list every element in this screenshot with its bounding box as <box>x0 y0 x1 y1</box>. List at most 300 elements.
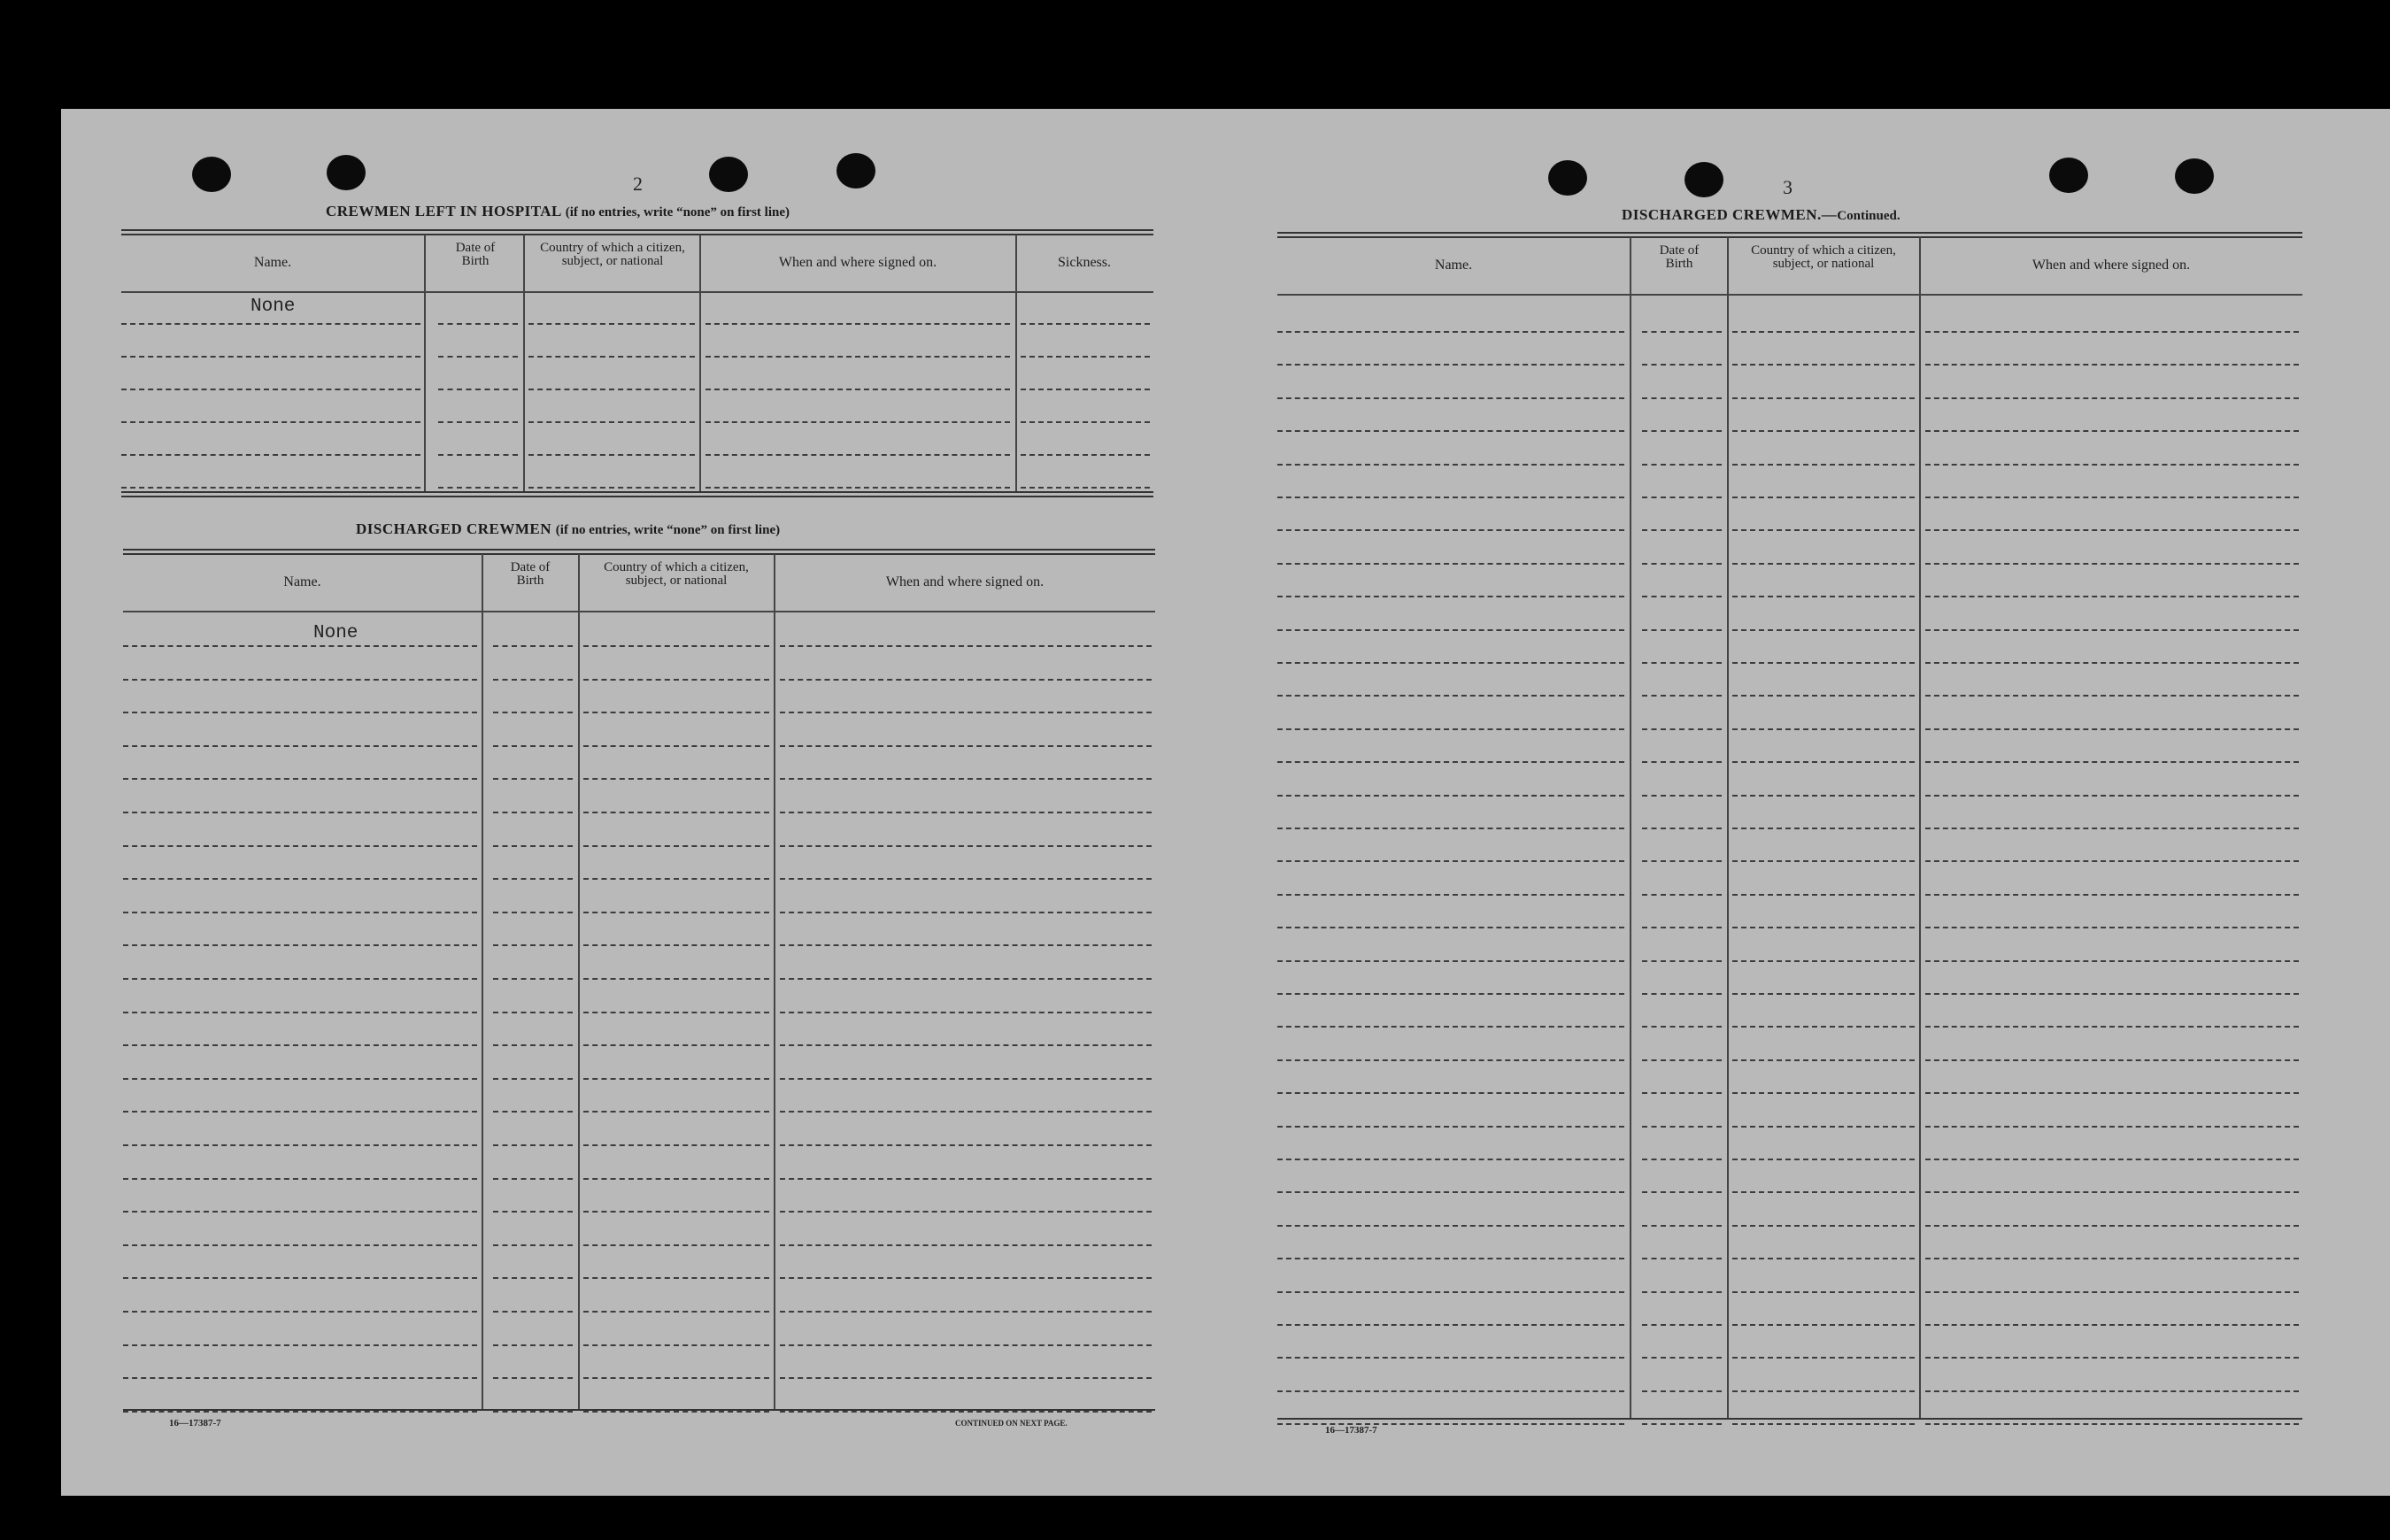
entry-line <box>493 745 573 747</box>
entry-line <box>1642 927 1722 928</box>
punch-hole <box>709 157 748 192</box>
entry-line <box>1277 1324 1624 1326</box>
entry-line <box>1277 1026 1624 1028</box>
entry-line <box>1642 596 1722 597</box>
page-number-right: 3 <box>1783 176 1792 198</box>
entry-line <box>1925 1159 2299 1160</box>
entry-line <box>1925 1026 2299 1028</box>
entry-line <box>583 1411 769 1413</box>
entry-line <box>493 1277 573 1279</box>
entry-line <box>1277 364 1624 366</box>
column-divider <box>424 235 426 491</box>
entry-line <box>1732 1423 1915 1425</box>
discharged-table-left <box>123 549 1155 1434</box>
entry-line <box>123 912 477 913</box>
entry-line <box>1277 464 1624 466</box>
entry-line <box>1732 1092 1915 1094</box>
entry-line <box>1732 1159 1915 1160</box>
entry-line <box>1277 529 1624 531</box>
entry-line <box>1642 397 1722 399</box>
column-divider <box>578 554 580 1409</box>
entry-line <box>1642 497 1722 498</box>
entry-line <box>780 645 1152 647</box>
table-top-rule <box>1277 236 2302 238</box>
entry-line <box>780 1377 1152 1379</box>
entry-line <box>1642 331 1722 333</box>
entry-line <box>1277 1390 1624 1392</box>
entry-line <box>123 878 477 880</box>
entry-line <box>123 1244 477 1246</box>
entry-line <box>1277 894 1624 896</box>
column-header-sickness: Sickness. <box>1058 255 1111 270</box>
discharged-table-right <box>1277 232 2302 1540</box>
entry-line <box>1925 397 2299 399</box>
entry-line <box>1732 529 1915 531</box>
entry-line <box>438 356 518 358</box>
entry-line <box>1642 464 1722 466</box>
entry-line <box>583 1244 769 1246</box>
column-header-signed-on: When and where signed on. <box>2032 258 2191 273</box>
entry-line <box>1642 1258 1722 1259</box>
entry-line <box>1277 1291 1624 1293</box>
entry-line <box>121 323 420 325</box>
column-header-country: Country of which a citizen, subject, or national <box>604 560 749 588</box>
entry-line <box>1732 828 1915 829</box>
entry-line <box>780 912 1152 913</box>
entry-line <box>1732 1191 1915 1193</box>
entry-line <box>123 679 477 681</box>
entry-line <box>493 1377 573 1379</box>
entry-line <box>121 421 420 423</box>
entry-line <box>1642 1126 1722 1128</box>
form-number-right: 16—17387-7 <box>1325 1425 1377 1436</box>
entry-line <box>1642 662 1722 664</box>
entry-line <box>123 978 477 980</box>
entry-line <box>780 1178 1152 1180</box>
entry-line <box>1925 1357 2299 1359</box>
entry-line <box>493 679 573 681</box>
punch-hole <box>836 153 875 189</box>
table-top-rule <box>121 234 1153 235</box>
entry-line <box>123 1277 477 1279</box>
entry-line <box>123 1377 477 1379</box>
entry-line <box>1642 1357 1722 1359</box>
entry-line <box>1732 364 1915 366</box>
entry-line <box>1642 1026 1722 1028</box>
entry-line <box>705 421 1010 423</box>
column-divider <box>1919 237 1921 1418</box>
entry-line <box>1925 761 2299 763</box>
entry-line <box>1925 662 2299 664</box>
entry-line <box>528 421 695 423</box>
entry-line <box>493 1178 573 1180</box>
entry-line <box>1277 1059 1624 1061</box>
entry-line <box>583 1277 769 1279</box>
discharged-title-text: DISCHARGED CREWMEN <box>356 520 552 537</box>
entry-line <box>1642 1390 1722 1392</box>
discharged-title-note: (if no entries, write “none” on first line) <box>555 523 781 537</box>
hospital-title-note: (if no entries, write “none” on first line) <box>565 205 790 219</box>
entry-line <box>123 1211 477 1213</box>
entry-line <box>493 878 573 880</box>
entry-line <box>1642 529 1722 531</box>
entry-line <box>493 1044 573 1046</box>
entry-line <box>1732 464 1915 466</box>
entry-line <box>121 487 420 489</box>
column-header-dob: Date of Birth <box>455 241 496 268</box>
column-divider <box>1015 235 1017 491</box>
entry-line <box>1642 795 1722 797</box>
entry-line <box>583 1111 769 1113</box>
column-divider <box>523 235 525 491</box>
entry-line <box>1732 331 1915 333</box>
entry-line <box>1642 430 1722 432</box>
entry-line <box>121 356 420 358</box>
entry-line <box>1732 1258 1915 1259</box>
column-divider <box>699 235 701 491</box>
entry-line <box>1925 795 2299 797</box>
entry-line <box>780 1211 1152 1213</box>
table-top-rule <box>121 229 1153 231</box>
entry-line <box>583 1078 769 1080</box>
entry-line <box>493 712 573 713</box>
punch-hole <box>192 157 231 192</box>
entry-line <box>1642 960 1722 962</box>
entry-line <box>493 845 573 847</box>
entry-line <box>1732 563 1915 565</box>
entry-line <box>123 745 477 747</box>
entry-line <box>1732 1291 1915 1293</box>
entry-line <box>583 1344 769 1346</box>
entry-line <box>1925 331 2299 333</box>
entry-line <box>1277 397 1624 399</box>
entry-line <box>583 978 769 980</box>
entry-line <box>780 1012 1152 1013</box>
entry-line <box>1021 323 1150 325</box>
entry-line <box>1277 728 1624 730</box>
column-divider <box>774 554 775 1409</box>
entry-line <box>1925 960 2299 962</box>
entry-line <box>1642 1191 1722 1193</box>
entry-line <box>1277 795 1624 797</box>
entry-line <box>528 487 695 489</box>
punch-hole <box>2175 158 2214 194</box>
column-header-name: Name. <box>253 255 292 270</box>
entry-line <box>123 1111 477 1113</box>
entry-line <box>1642 695 1722 697</box>
entry-line <box>705 389 1010 390</box>
entry-line <box>493 1344 573 1346</box>
entry-line <box>1732 1324 1915 1326</box>
entry-line <box>780 679 1152 681</box>
entry-line <box>123 712 477 713</box>
entry-line <box>1642 761 1722 763</box>
punch-hole <box>327 155 366 190</box>
entry-line <box>1642 860 1722 862</box>
entry-line <box>780 1111 1152 1113</box>
entry-line <box>438 421 518 423</box>
entry-line <box>1277 1126 1624 1128</box>
entry-line <box>1021 421 1150 423</box>
discharged-first-entry: None <box>313 623 358 643</box>
entry-line <box>493 1144 573 1146</box>
entry-line <box>780 845 1152 847</box>
entry-line <box>780 1344 1152 1346</box>
entry-line <box>1925 860 2299 862</box>
entry-line <box>1732 1390 1915 1392</box>
entry-line <box>1642 1423 1722 1425</box>
scanned-document-sheet <box>61 109 2390 1496</box>
entry-line <box>705 323 1010 325</box>
entry-line <box>1925 1126 2299 1128</box>
entry-line <box>583 645 769 647</box>
page-number-left: 2 <box>633 173 643 195</box>
entry-line <box>1732 1059 1915 1061</box>
entry-line <box>1925 464 2299 466</box>
entry-line <box>1925 1258 2299 1259</box>
entry-line <box>1277 1357 1624 1359</box>
entry-line <box>1732 397 1915 399</box>
entry-line <box>438 454 518 456</box>
entry-line <box>1925 993 2299 995</box>
entry-line <box>780 745 1152 747</box>
entry-line <box>123 1078 477 1080</box>
entry-line <box>123 1144 477 1146</box>
entry-line <box>1925 1423 2299 1425</box>
column-divider <box>1630 237 1631 1418</box>
entry-line <box>1642 1159 1722 1160</box>
entry-line <box>1925 894 2299 896</box>
column-header-signed-on: When and where signed on. <box>885 574 1045 589</box>
entry-line <box>1277 430 1624 432</box>
entry-line <box>780 1411 1152 1413</box>
entry-line <box>1277 497 1624 498</box>
table-top-rule <box>123 553 1155 555</box>
entry-line <box>1925 1225 2299 1227</box>
entry-line <box>1732 662 1915 664</box>
entry-line <box>1732 795 1915 797</box>
entry-line <box>121 389 420 390</box>
column-header-name: Name. <box>1434 258 1473 273</box>
entry-line <box>1642 1092 1722 1094</box>
hospital-table <box>121 229 1153 502</box>
entry-line <box>493 812 573 813</box>
entry-line <box>1277 1159 1624 1160</box>
entry-line <box>1925 596 2299 597</box>
header-bottom-rule <box>123 611 1155 612</box>
entry-line <box>1642 1225 1722 1227</box>
entry-line <box>493 1211 573 1213</box>
entry-line <box>1732 1026 1915 1028</box>
table-bottom-rule <box>121 496 1153 497</box>
entry-line <box>493 1311 573 1313</box>
entry-line <box>123 1411 477 1413</box>
header-bottom-rule <box>121 291 1153 293</box>
entry-line <box>583 812 769 813</box>
entry-line <box>1277 629 1624 631</box>
entry-line <box>1277 761 1624 763</box>
entry-line <box>493 1411 573 1413</box>
hospital-first-entry: None <box>251 296 296 317</box>
continued-note: CONTINUED ON NEXT PAGE. <box>955 1419 1068 1428</box>
column-divider <box>482 554 483 1409</box>
entry-line <box>780 978 1152 980</box>
entry-line <box>583 745 769 747</box>
entry-line <box>1925 828 2299 829</box>
entry-line <box>583 845 769 847</box>
entry-line <box>123 845 477 847</box>
entry-line <box>1642 563 1722 565</box>
entry-line <box>1925 1059 2299 1061</box>
discharged-continued-text: DISCHARGED CREWMEN.— <box>1622 206 1838 223</box>
entry-line <box>583 712 769 713</box>
entry-line <box>1277 960 1624 962</box>
entry-line <box>1732 960 1915 962</box>
entry-line <box>493 912 573 913</box>
hospital-section-title <box>326 203 790 220</box>
entry-line <box>1642 364 1722 366</box>
entry-line <box>1732 894 1915 896</box>
entry-line <box>780 1311 1152 1313</box>
hospital-title-text: CREWMEN LEFT IN HOSPITAL <box>326 203 561 219</box>
entry-line <box>1277 1258 1624 1259</box>
entry-line <box>705 454 1010 456</box>
entry-line <box>1732 860 1915 862</box>
entry-line <box>780 1078 1152 1080</box>
entry-line <box>1732 761 1915 763</box>
entry-line <box>1277 1191 1624 1193</box>
entry-line <box>1732 1357 1915 1359</box>
entry-line <box>121 454 420 456</box>
entry-line <box>1732 1225 1915 1227</box>
entry-line <box>528 454 695 456</box>
entry-line <box>1277 563 1624 565</box>
discharged-continued-suffix: Continued. <box>1837 209 1900 223</box>
entry-line <box>1925 529 2299 531</box>
entry-line <box>1277 695 1624 697</box>
entry-line <box>583 778 769 780</box>
entry-line <box>583 1211 769 1213</box>
entry-line <box>438 487 518 489</box>
entry-line <box>705 487 1010 489</box>
entry-line <box>123 812 477 813</box>
entry-line <box>1925 1092 2299 1094</box>
entry-line <box>1925 927 2299 928</box>
entry-line <box>583 1377 769 1379</box>
column-divider <box>1727 237 1729 1418</box>
entry-line <box>1642 993 1722 995</box>
entry-line <box>1642 728 1722 730</box>
entry-line <box>583 1044 769 1046</box>
entry-line <box>123 1344 477 1346</box>
punch-hole <box>2049 158 2088 193</box>
entry-line <box>1925 629 2299 631</box>
discharged-section-title <box>356 520 780 538</box>
entry-line <box>1277 927 1624 928</box>
column-header-name: Name. <box>283 574 321 589</box>
entry-line <box>528 323 695 325</box>
entry-line <box>123 1012 477 1013</box>
entry-line <box>1021 487 1150 489</box>
punch-hole <box>1548 160 1587 196</box>
form-number-left: 16—17387-7 <box>169 1418 221 1428</box>
entry-line <box>1925 497 2299 498</box>
entry-line <box>583 1178 769 1180</box>
entry-line <box>528 389 695 390</box>
entry-line <box>123 1044 477 1046</box>
entry-line <box>780 712 1152 713</box>
entry-line <box>1277 860 1624 862</box>
entry-line <box>583 912 769 913</box>
entry-line <box>780 1244 1152 1246</box>
entry-line <box>493 978 573 980</box>
entry-line <box>1277 331 1624 333</box>
entry-line <box>780 778 1152 780</box>
column-header-signed-on: When and where signed on. <box>778 255 937 270</box>
entry-line <box>1277 828 1624 829</box>
column-header-dob: Date of Birth <box>1659 243 1700 271</box>
entry-line <box>1732 629 1915 631</box>
entry-line <box>1925 1191 2299 1193</box>
header-bottom-rule <box>1277 294 2302 296</box>
entry-line <box>583 679 769 681</box>
entry-line <box>1732 430 1915 432</box>
column-header-dob: Date of Birth <box>510 560 551 588</box>
entry-line <box>438 389 518 390</box>
table-top-rule <box>123 549 1155 551</box>
entry-line <box>1732 927 1915 928</box>
entry-line <box>1925 563 2299 565</box>
entry-line <box>1925 430 2299 432</box>
table-bottom-rule <box>121 491 1153 493</box>
entry-line <box>493 645 573 647</box>
entry-line <box>1732 596 1915 597</box>
entry-line <box>780 812 1152 813</box>
entry-line <box>1925 695 2299 697</box>
entry-line <box>1021 454 1150 456</box>
entry-line <box>1732 728 1915 730</box>
entry-line <box>493 944 573 946</box>
entry-line <box>1277 596 1624 597</box>
entry-line <box>1642 894 1722 896</box>
entry-line <box>1021 389 1150 390</box>
discharged-continued-title <box>1622 206 1900 224</box>
entry-line <box>1277 662 1624 664</box>
entry-line <box>1925 364 2299 366</box>
table-top-rule <box>1277 232 2302 234</box>
column-header-country: Country of which a citizen, subject, or national <box>1751 243 1896 271</box>
entry-line <box>493 1111 573 1113</box>
entry-line <box>1277 1225 1624 1227</box>
entry-line <box>1642 1059 1722 1061</box>
entry-line <box>583 1012 769 1013</box>
entry-line <box>1732 993 1915 995</box>
entry-line <box>123 944 477 946</box>
entry-line <box>1277 1092 1624 1094</box>
entry-line <box>583 878 769 880</box>
entry-line <box>1642 629 1722 631</box>
entry-line <box>123 778 477 780</box>
entry-line <box>1732 497 1915 498</box>
entry-line <box>493 1244 573 1246</box>
entry-line <box>493 1078 573 1080</box>
entry-line <box>123 1178 477 1180</box>
entry-line <box>1925 1324 2299 1326</box>
entry-line <box>780 1277 1152 1279</box>
entry-line <box>583 944 769 946</box>
punch-hole <box>1685 162 1723 197</box>
entry-line <box>493 1012 573 1013</box>
